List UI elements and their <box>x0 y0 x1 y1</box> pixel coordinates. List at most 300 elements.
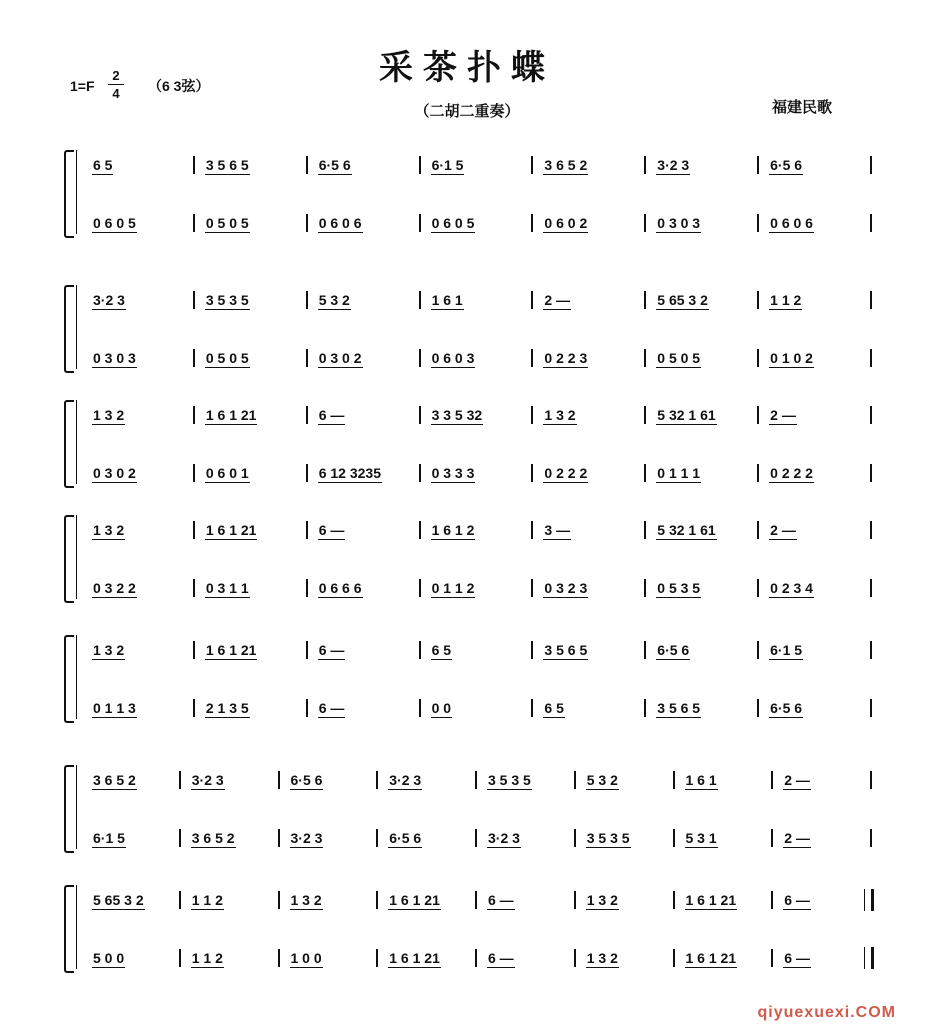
measure-notes: 0 6 0 5 <box>431 215 475 231</box>
measure <box>318 573 417 603</box>
barline <box>771 829 773 847</box>
measure-notes: 5 65 3 2 <box>657 292 708 308</box>
barline <box>574 891 576 909</box>
measure-notes: 0 3 0 2 <box>318 350 362 366</box>
measure-notes: 0 5 0 5 <box>205 350 249 366</box>
barline <box>531 464 533 482</box>
barline <box>644 641 646 659</box>
system-bracket-line <box>76 765 77 849</box>
measure-notes: 0 6 0 6 <box>318 215 362 231</box>
measure <box>656 208 755 238</box>
measure <box>191 943 276 973</box>
barline <box>193 699 195 717</box>
barline <box>757 464 759 482</box>
measure-notes: 0 3 3 3 <box>431 465 475 481</box>
barline <box>419 214 421 232</box>
barline <box>771 891 773 909</box>
measure-notes: 1 6 1 21 <box>205 407 257 423</box>
measure-notes: 3·2 3 <box>290 830 323 846</box>
measure-notes: 1 6 1 21 <box>205 642 257 658</box>
score-system <box>64 885 874 973</box>
measure-notes: 0 5 0 5 <box>657 350 701 366</box>
barline <box>870 521 872 539</box>
measure <box>769 635 868 665</box>
measure <box>586 765 671 795</box>
measure <box>205 343 304 373</box>
measure-notes: 1 1 2 <box>770 292 802 308</box>
barline <box>531 641 533 659</box>
measure-notes: 3 5 3 5 <box>205 292 249 308</box>
measure-notes: 3 5 6 5 <box>657 700 701 716</box>
measure-notes: 3 5 6 5 <box>205 157 249 173</box>
measure-notes: 0 3 1 1 <box>205 580 249 596</box>
score-system <box>64 400 874 488</box>
measure-notes: 3 5 3 5 <box>586 830 630 846</box>
barline <box>278 829 280 847</box>
measure-notes: 2 — <box>544 292 571 308</box>
barline <box>306 406 308 424</box>
barline <box>193 214 195 232</box>
measure-notes: 6·5 6 <box>770 700 803 716</box>
barline <box>179 949 181 967</box>
upper-part-line <box>84 150 874 180</box>
barline <box>757 699 759 717</box>
measure <box>431 150 530 180</box>
barline <box>306 349 308 367</box>
measure <box>205 458 304 488</box>
measure <box>769 693 868 723</box>
barline <box>306 521 308 539</box>
barline <box>475 949 477 967</box>
measure <box>92 400 191 430</box>
barline <box>193 156 195 174</box>
measure-notes: 6·5 6 <box>389 830 422 846</box>
measure-notes: 1 1 2 <box>191 892 223 908</box>
measure-notes: 6 — <box>318 522 345 538</box>
measure-notes: 0 2 3 4 <box>770 580 813 596</box>
barline <box>306 291 308 309</box>
measure-notes: 5 0 0 <box>93 950 125 966</box>
measure <box>431 515 530 545</box>
barline <box>419 579 421 597</box>
barline <box>419 521 421 539</box>
measure <box>191 823 276 853</box>
system-bracket-line <box>76 515 77 599</box>
barline <box>306 156 308 174</box>
page-title: 采茶扑蝶 <box>379 48 555 88</box>
measure <box>318 285 417 315</box>
measure <box>290 823 375 853</box>
measure <box>586 943 671 973</box>
system-bracket-line <box>76 635 77 719</box>
measure <box>205 573 304 603</box>
measure <box>656 573 755 603</box>
measure-notes: 0 6 0 5 <box>93 215 136 231</box>
measure-notes: 2 — <box>770 407 796 423</box>
barline <box>531 214 533 232</box>
measure-notes: 1 3 2 <box>290 892 322 908</box>
measure-notes: 5 32 1 61 <box>657 407 716 423</box>
upper-part-line <box>84 285 874 315</box>
score-system <box>64 765 874 853</box>
watermark: qiyuexuexi.COM <box>757 1004 896 1021</box>
upper-part-line <box>84 635 874 665</box>
measure-notes: 3 6 5 2 <box>544 157 588 173</box>
barline <box>531 521 533 539</box>
lower-part-line <box>84 573 874 603</box>
barline <box>644 579 646 597</box>
score-system <box>64 635 874 723</box>
barline <box>531 156 533 174</box>
measure-notes: 3·2 3 <box>191 772 224 788</box>
measure-notes: 2 — <box>784 830 810 846</box>
measure-notes: 3 6 5 2 <box>93 772 136 788</box>
measure <box>191 765 276 795</box>
barline <box>644 406 646 424</box>
barline <box>419 349 421 367</box>
measure <box>656 635 755 665</box>
measure <box>769 515 868 545</box>
barline <box>475 829 477 847</box>
measure <box>92 285 191 315</box>
lower-part-line <box>84 343 874 373</box>
barline <box>757 521 759 539</box>
score-system <box>64 285 874 373</box>
measure-notes: 6 5 <box>93 157 113 173</box>
upper-part-line <box>84 765 874 795</box>
measure-notes: 1 6 1 21 <box>685 892 737 908</box>
lower-part-line <box>84 693 874 723</box>
measure <box>205 400 304 430</box>
barline <box>419 641 421 659</box>
barline <box>278 891 280 909</box>
system-brace <box>64 150 74 238</box>
measure <box>92 943 177 973</box>
barline <box>644 349 646 367</box>
barline <box>757 291 759 309</box>
measure-notes: 0 3 0 3 <box>93 350 136 366</box>
barline <box>644 521 646 539</box>
lower-part-line <box>84 943 874 973</box>
barline <box>278 949 280 967</box>
system-brace <box>64 285 74 373</box>
measure <box>769 573 868 603</box>
barline <box>644 464 646 482</box>
measure-notes: 6 — <box>488 950 514 966</box>
system-bracket-line <box>76 285 77 369</box>
system-brace <box>64 400 74 488</box>
measure-notes: 3·2 3 <box>657 157 690 173</box>
measure-notes: 6 — <box>784 950 810 966</box>
measure <box>543 400 642 430</box>
barline <box>870 406 872 424</box>
final-barline <box>864 889 874 911</box>
measure <box>388 943 473 973</box>
measure <box>431 285 530 315</box>
measure <box>388 823 473 853</box>
measure <box>290 943 375 973</box>
measure <box>92 343 191 373</box>
measure-notes: 6·1 5 <box>93 830 125 846</box>
barline <box>475 891 477 909</box>
barline <box>870 579 872 597</box>
measure-notes: 0 6 6 6 <box>318 580 362 596</box>
system-brace <box>64 515 74 603</box>
measure-notes: 5 3 2 <box>586 772 618 788</box>
barline <box>306 579 308 597</box>
barline <box>757 641 759 659</box>
measure <box>656 400 755 430</box>
measure-notes: 5 32 1 61 <box>657 522 716 538</box>
barline <box>193 641 195 659</box>
measure <box>318 635 417 665</box>
barline <box>376 829 378 847</box>
barline <box>531 699 533 717</box>
measure-notes: 1 6 1 2 <box>431 522 475 538</box>
barline <box>419 291 421 309</box>
measure <box>431 208 530 238</box>
measure-notes: 0 1 0 2 <box>770 350 813 366</box>
measure-notes: 3 5 3 5 <box>488 772 531 788</box>
barline <box>531 291 533 309</box>
measure-notes: 1 3 2 <box>93 407 125 423</box>
measure <box>431 400 530 430</box>
score-system <box>64 515 874 603</box>
measure-notes: 0 0 <box>431 700 452 716</box>
measure-notes: 1 6 1 <box>685 772 717 788</box>
measure-notes: 6 — <box>318 642 345 658</box>
measure <box>586 823 671 853</box>
barline <box>574 829 576 847</box>
barline <box>870 214 872 232</box>
measure-notes: 6 — <box>784 892 810 908</box>
measure-notes: 6 5 <box>544 700 564 716</box>
barline <box>419 156 421 174</box>
barline <box>193 521 195 539</box>
measure-notes: 0 3 2 2 <box>93 580 136 596</box>
measure-notes: 0 2 2 2 <box>770 465 813 481</box>
measure-notes: 5 3 1 <box>685 830 717 846</box>
barline <box>644 699 646 717</box>
measure <box>769 150 868 180</box>
measure-notes: 1 3 2 <box>586 950 618 966</box>
barline <box>870 291 872 309</box>
barline <box>870 464 872 482</box>
measure-notes: 0 3 0 2 <box>93 465 136 481</box>
barline <box>475 771 477 789</box>
key-signature: 1=F <box>70 78 95 94</box>
measure-notes: 6 12 3235 <box>318 465 381 481</box>
measure <box>92 885 177 915</box>
measure-notes: 3 6 5 2 <box>191 830 235 846</box>
barline <box>376 771 378 789</box>
measure <box>92 823 177 853</box>
measure <box>290 765 375 795</box>
measure <box>318 150 417 180</box>
measure <box>318 515 417 545</box>
barline <box>193 349 195 367</box>
measure-notes: 6·1 5 <box>770 642 803 658</box>
measure <box>656 515 755 545</box>
barline <box>193 464 195 482</box>
measure <box>586 885 671 915</box>
measure <box>92 208 191 238</box>
measure <box>783 885 868 915</box>
barline <box>376 949 378 967</box>
barline <box>644 214 646 232</box>
measure <box>318 693 417 723</box>
measure-notes: 1 3 2 <box>586 892 618 908</box>
measure <box>205 285 304 315</box>
measure-notes: 5 65 3 2 <box>93 892 144 908</box>
measure <box>783 823 868 853</box>
measure-notes: 6·5 6 <box>657 642 690 658</box>
barline <box>193 579 195 597</box>
measure-notes: 1 3 2 <box>93 522 125 538</box>
final-barline <box>864 947 874 969</box>
upper-part-line <box>84 885 874 915</box>
measure-notes: 1 1 2 <box>191 950 223 966</box>
upper-part-line <box>84 400 874 430</box>
barline <box>193 291 195 309</box>
measure <box>543 635 642 665</box>
measure-notes: 6 — <box>318 407 345 423</box>
measure-notes: 1 6 1 <box>431 292 463 308</box>
barline <box>870 349 872 367</box>
barline <box>179 891 181 909</box>
measure-notes: 0 6 0 3 <box>431 350 475 366</box>
measure <box>205 635 304 665</box>
measure-notes: 2 — <box>770 522 796 538</box>
barline <box>574 771 576 789</box>
barline <box>870 771 872 789</box>
measure <box>205 515 304 545</box>
lower-part-line <box>84 823 874 853</box>
barline <box>771 949 773 967</box>
measure <box>685 765 770 795</box>
measure <box>487 943 572 973</box>
barline <box>757 406 759 424</box>
measure <box>656 343 755 373</box>
measure <box>769 208 868 238</box>
measure <box>543 573 642 603</box>
measure-notes: 0 6 0 6 <box>770 215 813 231</box>
measure <box>685 885 770 915</box>
barline <box>419 699 421 717</box>
measure-notes: 3 5 6 5 <box>544 642 588 658</box>
measure <box>92 573 191 603</box>
barline <box>757 579 759 597</box>
origin-label: 福建民歌 <box>772 99 833 116</box>
page-subtitle: （二胡二重奏） <box>414 103 520 120</box>
measure-notes: 0 6 0 2 <box>544 215 588 231</box>
time-signature <box>108 69 124 100</box>
barline <box>531 579 533 597</box>
measure-notes: 3 3 5 32 <box>431 407 483 423</box>
barline <box>306 699 308 717</box>
measure-notes: 6·1 5 <box>431 157 464 173</box>
measure <box>205 208 304 238</box>
measure-notes: 6·5 6 <box>290 772 323 788</box>
measure <box>388 765 473 795</box>
measure-notes: 0 2 2 2 <box>544 465 588 481</box>
measure <box>487 885 572 915</box>
measure-notes: 0 6 0 1 <box>205 465 249 481</box>
barline <box>193 406 195 424</box>
measure-notes: 1 6 1 21 <box>389 950 440 966</box>
measure <box>769 343 868 373</box>
barline <box>771 771 773 789</box>
measure <box>769 458 868 488</box>
meter-denominator: 4 <box>108 84 124 100</box>
lower-part-line <box>84 458 874 488</box>
barline <box>531 406 533 424</box>
barline <box>419 464 421 482</box>
barline <box>574 949 576 967</box>
barline <box>531 349 533 367</box>
barline <box>673 771 675 789</box>
measure <box>543 343 642 373</box>
measure <box>783 765 868 795</box>
system-bracket-line <box>76 885 77 969</box>
barline <box>179 771 181 789</box>
barline <box>306 214 308 232</box>
upper-part-line <box>84 515 874 545</box>
barline <box>376 891 378 909</box>
measure <box>543 208 642 238</box>
system-bracket-line <box>76 400 77 484</box>
barline <box>644 291 646 309</box>
measure <box>318 208 417 238</box>
barline <box>870 156 872 174</box>
measure-notes: 0 1 1 3 <box>93 700 136 716</box>
measure-notes: 3·2 3 <box>389 772 422 788</box>
system-brace <box>64 635 74 723</box>
system-brace <box>64 885 74 973</box>
measure-notes: 1 3 2 <box>544 407 576 423</box>
measure <box>656 458 755 488</box>
system-brace <box>64 765 74 853</box>
measure <box>543 693 642 723</box>
measure-notes: 0 2 2 3 <box>544 350 588 366</box>
score-system <box>64 150 874 238</box>
measure <box>656 285 755 315</box>
measure-notes: 2 1 3 5 <box>205 700 249 716</box>
measure <box>656 693 755 723</box>
barline <box>419 406 421 424</box>
measure <box>92 765 177 795</box>
measure-notes: 6·5 6 <box>318 157 351 173</box>
measure-notes: 6 — <box>318 700 345 716</box>
barline <box>870 829 872 847</box>
measure <box>318 343 417 373</box>
measure-notes: 1 3 2 <box>93 642 125 658</box>
measure <box>92 515 191 545</box>
measure-notes: 1 0 0 <box>290 950 322 966</box>
measure <box>191 885 276 915</box>
measure <box>769 285 868 315</box>
barline <box>179 829 181 847</box>
measure <box>205 150 304 180</box>
measure-notes: 3·2 3 <box>488 830 520 846</box>
barline <box>757 349 759 367</box>
measure-notes: 0 1 1 1 <box>657 465 701 481</box>
measure-notes: 3 — <box>544 522 571 538</box>
barline <box>644 156 646 174</box>
barline <box>673 829 675 847</box>
measure <box>388 885 473 915</box>
measure-notes: 5 3 2 <box>318 292 350 308</box>
